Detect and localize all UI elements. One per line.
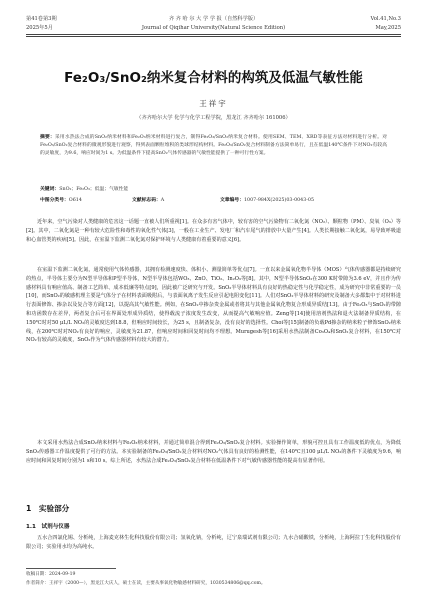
volume-issue-en: Vol.41,No.3	[370, 16, 401, 22]
footnote-rule	[26, 568, 116, 569]
keywords	[40, 185, 128, 192]
intro-paragraph-1: 近年来，空气污染对人类健康的危害这一话题一直被人们所重视[1]。在众多有害气体中，较有害的空气污染物有二氧化氮（NO₂）、颗粒物（PM）、臭氧（O₃）等[2]。其中，二氧化氮是一种有较大危险性和毒性的氧化性气体[3]，一般在工业生产、发电厂和汽车尾气的排放中大量产生[4]。人类长期接触二氧化氮，易导致呼吸道和心血管类的疾病[5]。因此，在室温下监测二氧化氮对保护环境与人类健康有着重要的意义[6]。	[26, 219, 401, 243]
author-bio: 作者简介：王祥宇（2000—），黑龙江大庆人，硕士在读，主要从事氧化物敏感材料研究，1030534806@qq.com。	[26, 581, 266, 586]
volume-issue: 第41卷第3期	[26, 16, 57, 22]
doc-code-value: A	[160, 198, 165, 203]
abstract-label: 摘要：	[40, 134, 55, 140]
abstract-text: 采用水热法合成的SnO₂纳米材料和Fe₂O₃纳米材料进行复合，制得Fe₂O₃/SnO₂纳米复合材料。使用SEM、TEM、XRD等表征方法对材料进行分析。对Fe₂O₃/SnO₂复合材料的微观形貌进行观察，得到表面颗粒堆积的类球形结构材料。Fe₂O₃/SnO₂复合材料制备方法简单易行，且在低温140℃条件下对NO₂有较高的灵敏度，为9.6，响应时间为1 s。为低温条件下提高SnO₂气体传感器的气敏性能提供了一种可行性方案。	[40, 135, 387, 157]
publication-date: 2025年5月	[26, 25, 53, 31]
article-no-value: 1007-984X(2025)03-0043-05	[244, 198, 315, 203]
publication-date-en: May,2025	[375, 25, 401, 31]
clc-value: O614	[68, 198, 82, 203]
keywords-text: SnO₂；Fe₂O₃；低温；气敏性能	[59, 187, 129, 192]
author-affiliation: （齐齐哈尔大学 化学与化学工程学院，黑龙江 齐齐哈尔 161006）	[136, 115, 291, 121]
section-heading-experimental: 1 实验部分	[26, 504, 70, 513]
journal-name-cn: 齐 齐 哈 尔 大 学 学 报（自然科学版）	[168, 16, 259, 22]
intro-paragraph-2: 在室温下监测二氧化氮，通常使用气体传感器，其拥有检测速度快、体积小、测量简单等优点[7]。一直以来金属氧化物半导体（MOS）气体传感器都是持续研究的热点，半导体主要分为N型半导体和P型半导体，N型半导体包括WO₃、ZnO、TiO₂、In₂O₃等[8]。其中，N型半导体SnO₂在300 K时带隙为3.6 eV，并且作为传感材料具有响应值高、制备工艺简单、成本低廉等特点[9]，因此被广泛研究与开发。SnO₂半导体材料具有良好的热稳定性与化学稳定性，成为研究中非常重要的一员[10]，而SnO₂的敏感机理主要是气体分子在材料表面吸附后，与表面氧离子发生反应引起电阻变化[11]。人们对SnO₂半导体材料的研究及制备大多都集中于对材料进行表面修饰、掺杂以及复合等方面[12]，以提高其气敏性能。例如，在SnO₂中掺杂贵金属或者将其与其他金属氧化物复合形成异质结[13]。由于Fe₂O₃与SnO₂的带隙和功函数存在差异，两者复合后可在界面处形成异质结，使得载流子浓度发生改变，从而提高气敏响应值。Zeng等[14]使用溶剂热法和退火法制备异质结构，在150℃时对50 μL/L NO₂的灵敏度达到18.8，但响应时间较长，为25 s，且制备复杂，没有良好的选择性。Choi等[15]制备的负载Pd掺杂的纳米粒子修饰SnO₂纳米线，在200℃时对NO₂有良好的响应，灵敏度为21.87，但响应时间和回复时间均不理想。Murugesh等[16]采用水热法制备Co₃O₄和SnO₂复合材料，在150℃对NO₂有较高的灵敏度，SnO₂作为气体传感器材料有较大的潜力。	[26, 267, 401, 344]
reagents-paragraph: 五水合四氯化锡、分析纯，上海麦克林生化科技股份有限公司；氢氧化钠，分析纯，辽宁泉瑞试剂有限公司；九水合硝酸铁，分析纯，上海阿拉丁生化科技股份有限公司；实验用水均为高纯水。	[26, 535, 401, 550]
author-name: 王祥宇	[199, 99, 228, 108]
article-title: Fe₂O₃/SnO₂纳米复合材料的构筑及低温气敏性能	[64, 70, 363, 86]
received-date: 收稿日期：2024-09-19	[26, 572, 76, 577]
keywords-label: 关键词：	[40, 186, 60, 192]
article-no-label: 文章编号：	[220, 197, 244, 203]
doc-code-label: 文献标志码：	[132, 197, 161, 203]
abstract	[40, 133, 387, 159]
subsection-heading-reagents: 1.1 试剂与仪器	[26, 524, 70, 530]
clc-label: 中图分类号：	[40, 197, 69, 203]
journal-name-en: Journal of Qiqihar University(Natural Science Edition)	[141, 25, 286, 31]
header-rule-thin	[26, 36, 401, 37]
intro-paragraph-3: 本文采用水热法合成SnO₂纳米材料与Fe₂O₃纳米材料，并通过简单混合得到Fe₂O₃/SnO₂复合材料。实验操作简单，形貌可控且具有工作温度低的优点，为降低SnO₂传感器工作温度提供了可行的方法。本实验制备的Fe₂O₃/SnO₂复合材料对NO₂气体具有良好的检测性能，在140℃且100 μL/L NO₂的条件下灵敏度为9.6，响应时间和回复时间分别为1 s和10 s。综上所述，水热法合成Fe₂O₃/SnO₂复合材料在低温条件下对气敏传感器性能的提高有显著作用。	[26, 440, 401, 464]
